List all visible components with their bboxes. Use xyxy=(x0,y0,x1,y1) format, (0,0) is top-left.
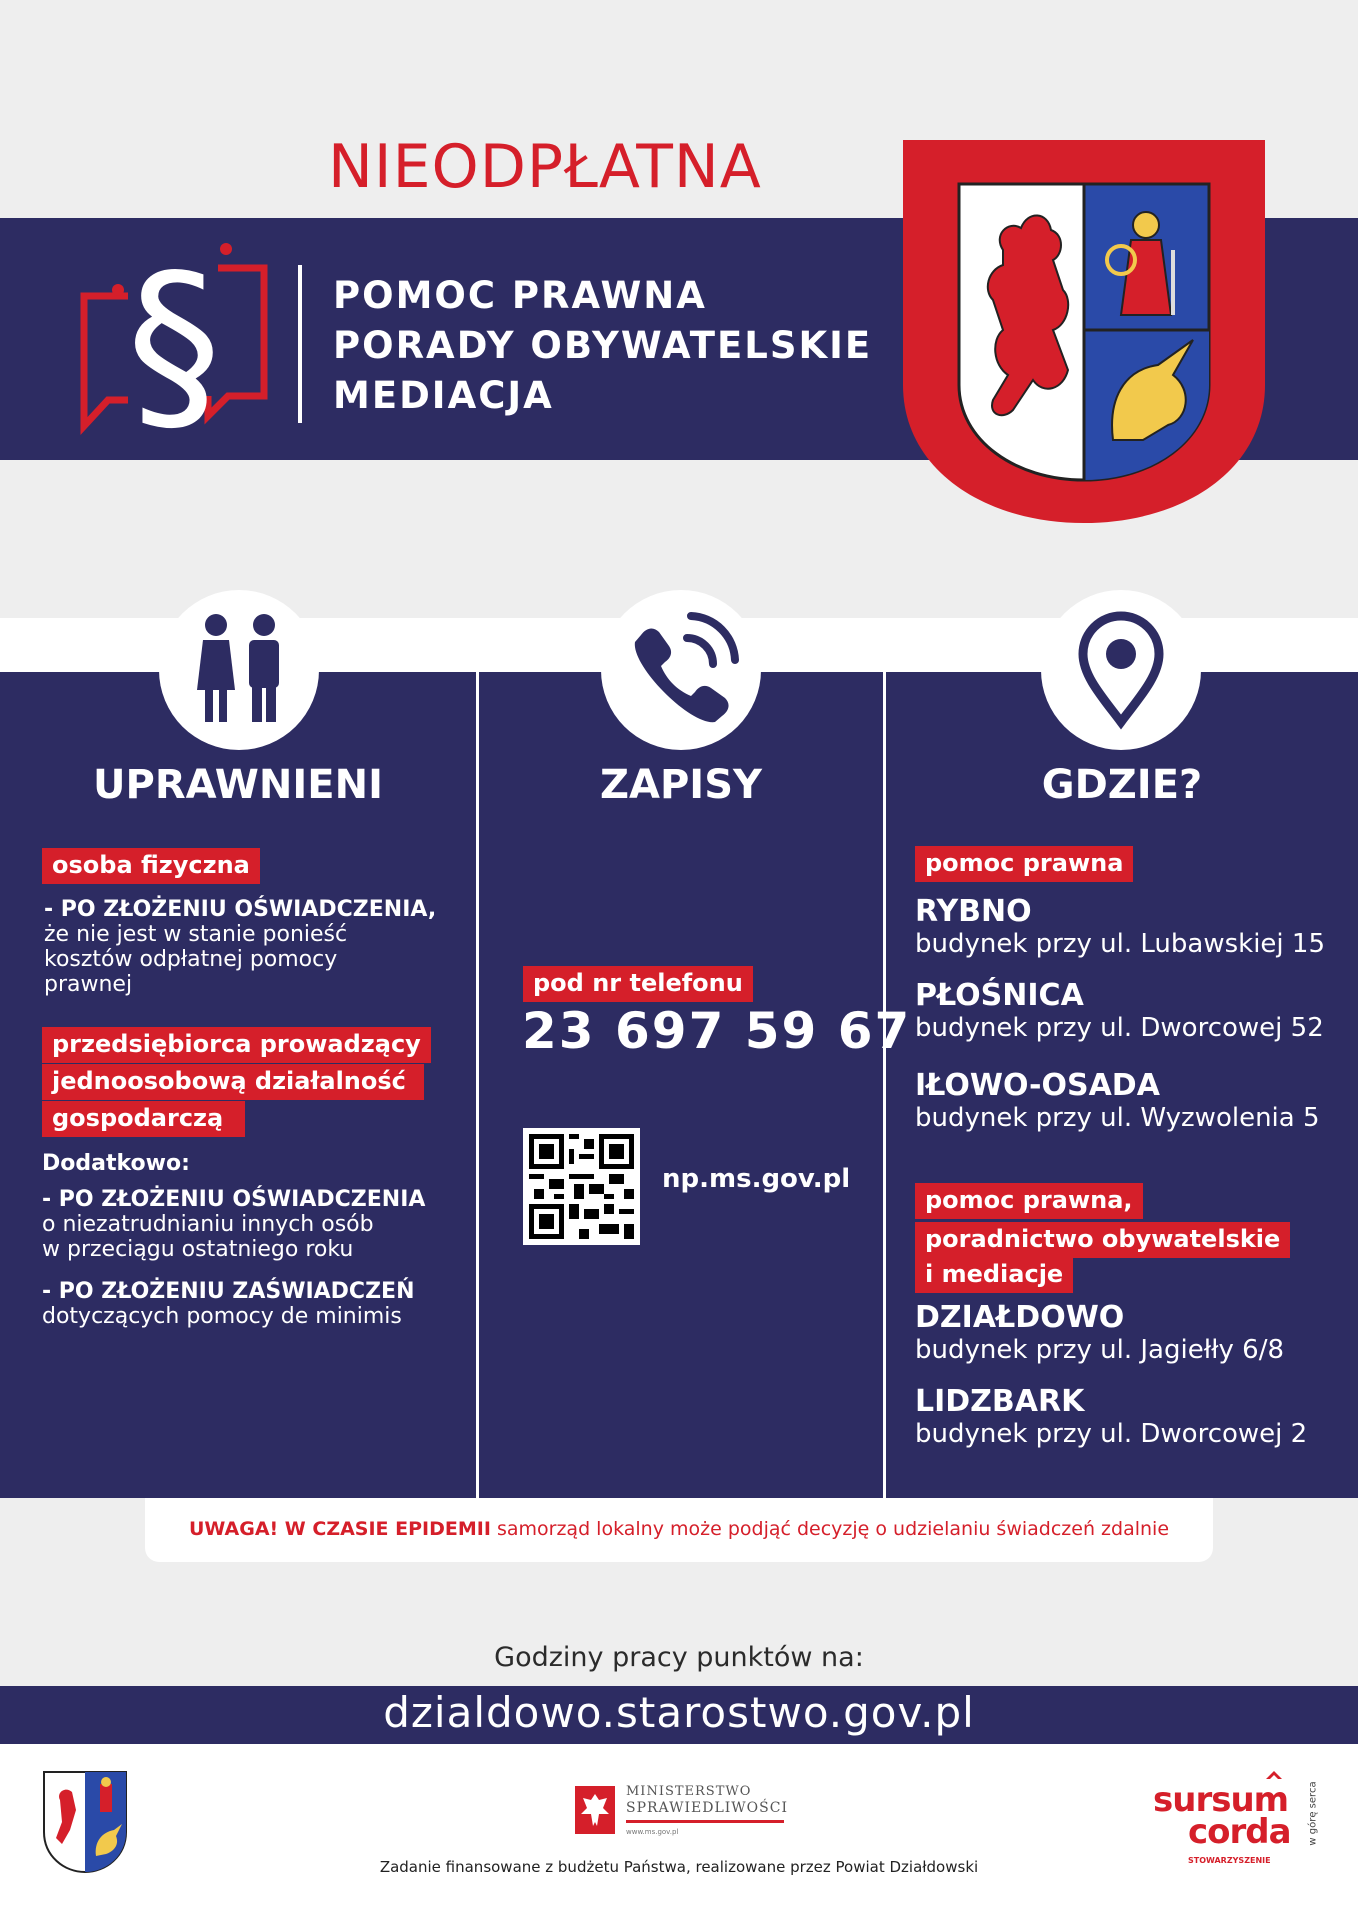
people-icon xyxy=(159,590,319,750)
text3-line-1: dotyczących pomocy de minimis xyxy=(42,1304,402,1329)
column-title-gdzie: GDZIE? xyxy=(1041,762,1203,808)
place-addr-ilowo: budynek przy ul. Wyzwolenia 5 xyxy=(915,1103,1320,1133)
place-addr-plosnica: budynek przy ul. Dworcowej 52 xyxy=(915,1013,1324,1043)
text1-line-1: że nie jest w stanie ponieść xyxy=(44,922,348,947)
chip-mediacje: i mediacje xyxy=(915,1257,1073,1293)
header-title-red: NIEODPŁATNA xyxy=(328,132,762,202)
phone-number[interactable]: 23 697 59 67 xyxy=(522,1002,912,1060)
chip-przedsiebiorca-3: gospodarczą xyxy=(42,1101,245,1137)
place-name-plosnica: PŁOŚNICA xyxy=(915,978,1084,1013)
svg-text:§: § xyxy=(126,238,222,438)
ministry-underline xyxy=(626,1820,784,1823)
location-pin-icon xyxy=(1041,590,1201,750)
column-title-zapisy: ZAPISY xyxy=(600,762,762,808)
chip-przedsiebiorca-1: przedsiębiorca prowadzący xyxy=(42,1027,431,1063)
ministry-line-2: SPRAWIEDLIWOŚCI xyxy=(626,1800,788,1816)
sursum-text: sursum xyxy=(1153,1780,1289,1820)
place-name-lidzbark: LIDZBARK xyxy=(915,1384,1085,1419)
ministry-small: www.ms.gov.pl xyxy=(626,1828,679,1836)
text3-bold: - PO ZŁOŻENIU ZAŚWIADCZEŃ xyxy=(42,1279,415,1304)
header-line-2: PORADY OBYWATELSKIE xyxy=(333,324,873,367)
text2-line-2: w przeciągu ostatniego roku xyxy=(42,1237,354,1262)
phone-icon xyxy=(601,590,761,750)
place-name-dzialdowo: DZIAŁDOWO xyxy=(915,1300,1125,1335)
notice-rest: samorząd lokalny może podjąć decyzję o udzielaniu świadczeń zdalnie xyxy=(490,1518,1170,1540)
funding-note: Zadanie finansowane z budżetu Państwa, realizowane przez Powiat Działdowski xyxy=(379,1858,979,1876)
qr-code-icon[interactable] xyxy=(523,1128,640,1245)
column-title-uprawnieni: UPRAWNIENI xyxy=(93,762,383,808)
header-line-3: MEDIACJA xyxy=(333,374,554,417)
ministry-line-1: MINISTERSTWO xyxy=(626,1784,752,1799)
hours-label: Godziny pracy punktów na: xyxy=(494,1642,864,1673)
chip-pod-nr-telefonu: pod nr telefonu xyxy=(523,966,753,1002)
website-url[interactable]: dzialdowo.starostwo.gov.pl xyxy=(383,1688,975,1737)
chip-przedsiebiorca-2: jednoosobową działalność xyxy=(42,1064,424,1100)
notice-box xyxy=(145,1498,1213,1562)
np-url[interactable]: np.ms.gov.pl xyxy=(662,1164,851,1194)
place-addr-lidzbark: budynek przy ul. Dworcowej 2 xyxy=(915,1419,1308,1449)
header-line-1: POMOC PRAWNA xyxy=(333,274,707,317)
sursum-small-text: STOWARZYSZENIE xyxy=(1188,1856,1271,1865)
footer-panel xyxy=(0,1744,1358,1920)
text1-bold: - PO ZŁOŻENIU OŚWIADCZENIA, xyxy=(44,897,437,922)
chip-pomoc-prawna: pomoc prawna xyxy=(915,846,1133,882)
text1-line-3: prawnej xyxy=(44,972,133,997)
text1-line-2: kosztów odpłatnej pomocy xyxy=(44,947,338,972)
corda-text: corda xyxy=(1188,1812,1291,1852)
notice-bold: UWAGA! W CZASIE EPIDEMII xyxy=(188,1518,491,1540)
coat-of-arms-icon xyxy=(903,140,1265,523)
chip-pomoc-prawna-2: pomoc prawna, xyxy=(915,1183,1143,1219)
chip-poradnictwo: poradnictwo obywatelskie xyxy=(915,1222,1290,1258)
place-addr-dzialdowo: budynek przy ul. Jagiełły 6/8 xyxy=(915,1335,1284,1365)
text2-line-1: o niezatrudnianiu innych osób xyxy=(42,1212,374,1237)
dodatkowo-label: Dodatkowo: xyxy=(42,1151,190,1176)
place-name-rybno: RYBNO xyxy=(915,894,1032,929)
eagle-icon xyxy=(575,1786,615,1834)
place-addr-rybno: budynek przy ul. Lubawskiej 15 xyxy=(915,929,1325,959)
paragraph-speech-bubble-icon xyxy=(78,238,270,438)
place-name-ilowo: IŁOWO-OSADA xyxy=(915,1068,1160,1103)
chip-osoba-fizyczna: osoba fizyczna xyxy=(42,848,260,884)
header-divider xyxy=(298,265,302,423)
text2-bold: - PO ZŁOŻENIU OŚWIADCZENIA xyxy=(42,1187,426,1212)
sursum-side-text: w górę serca xyxy=(1307,1781,1319,1846)
